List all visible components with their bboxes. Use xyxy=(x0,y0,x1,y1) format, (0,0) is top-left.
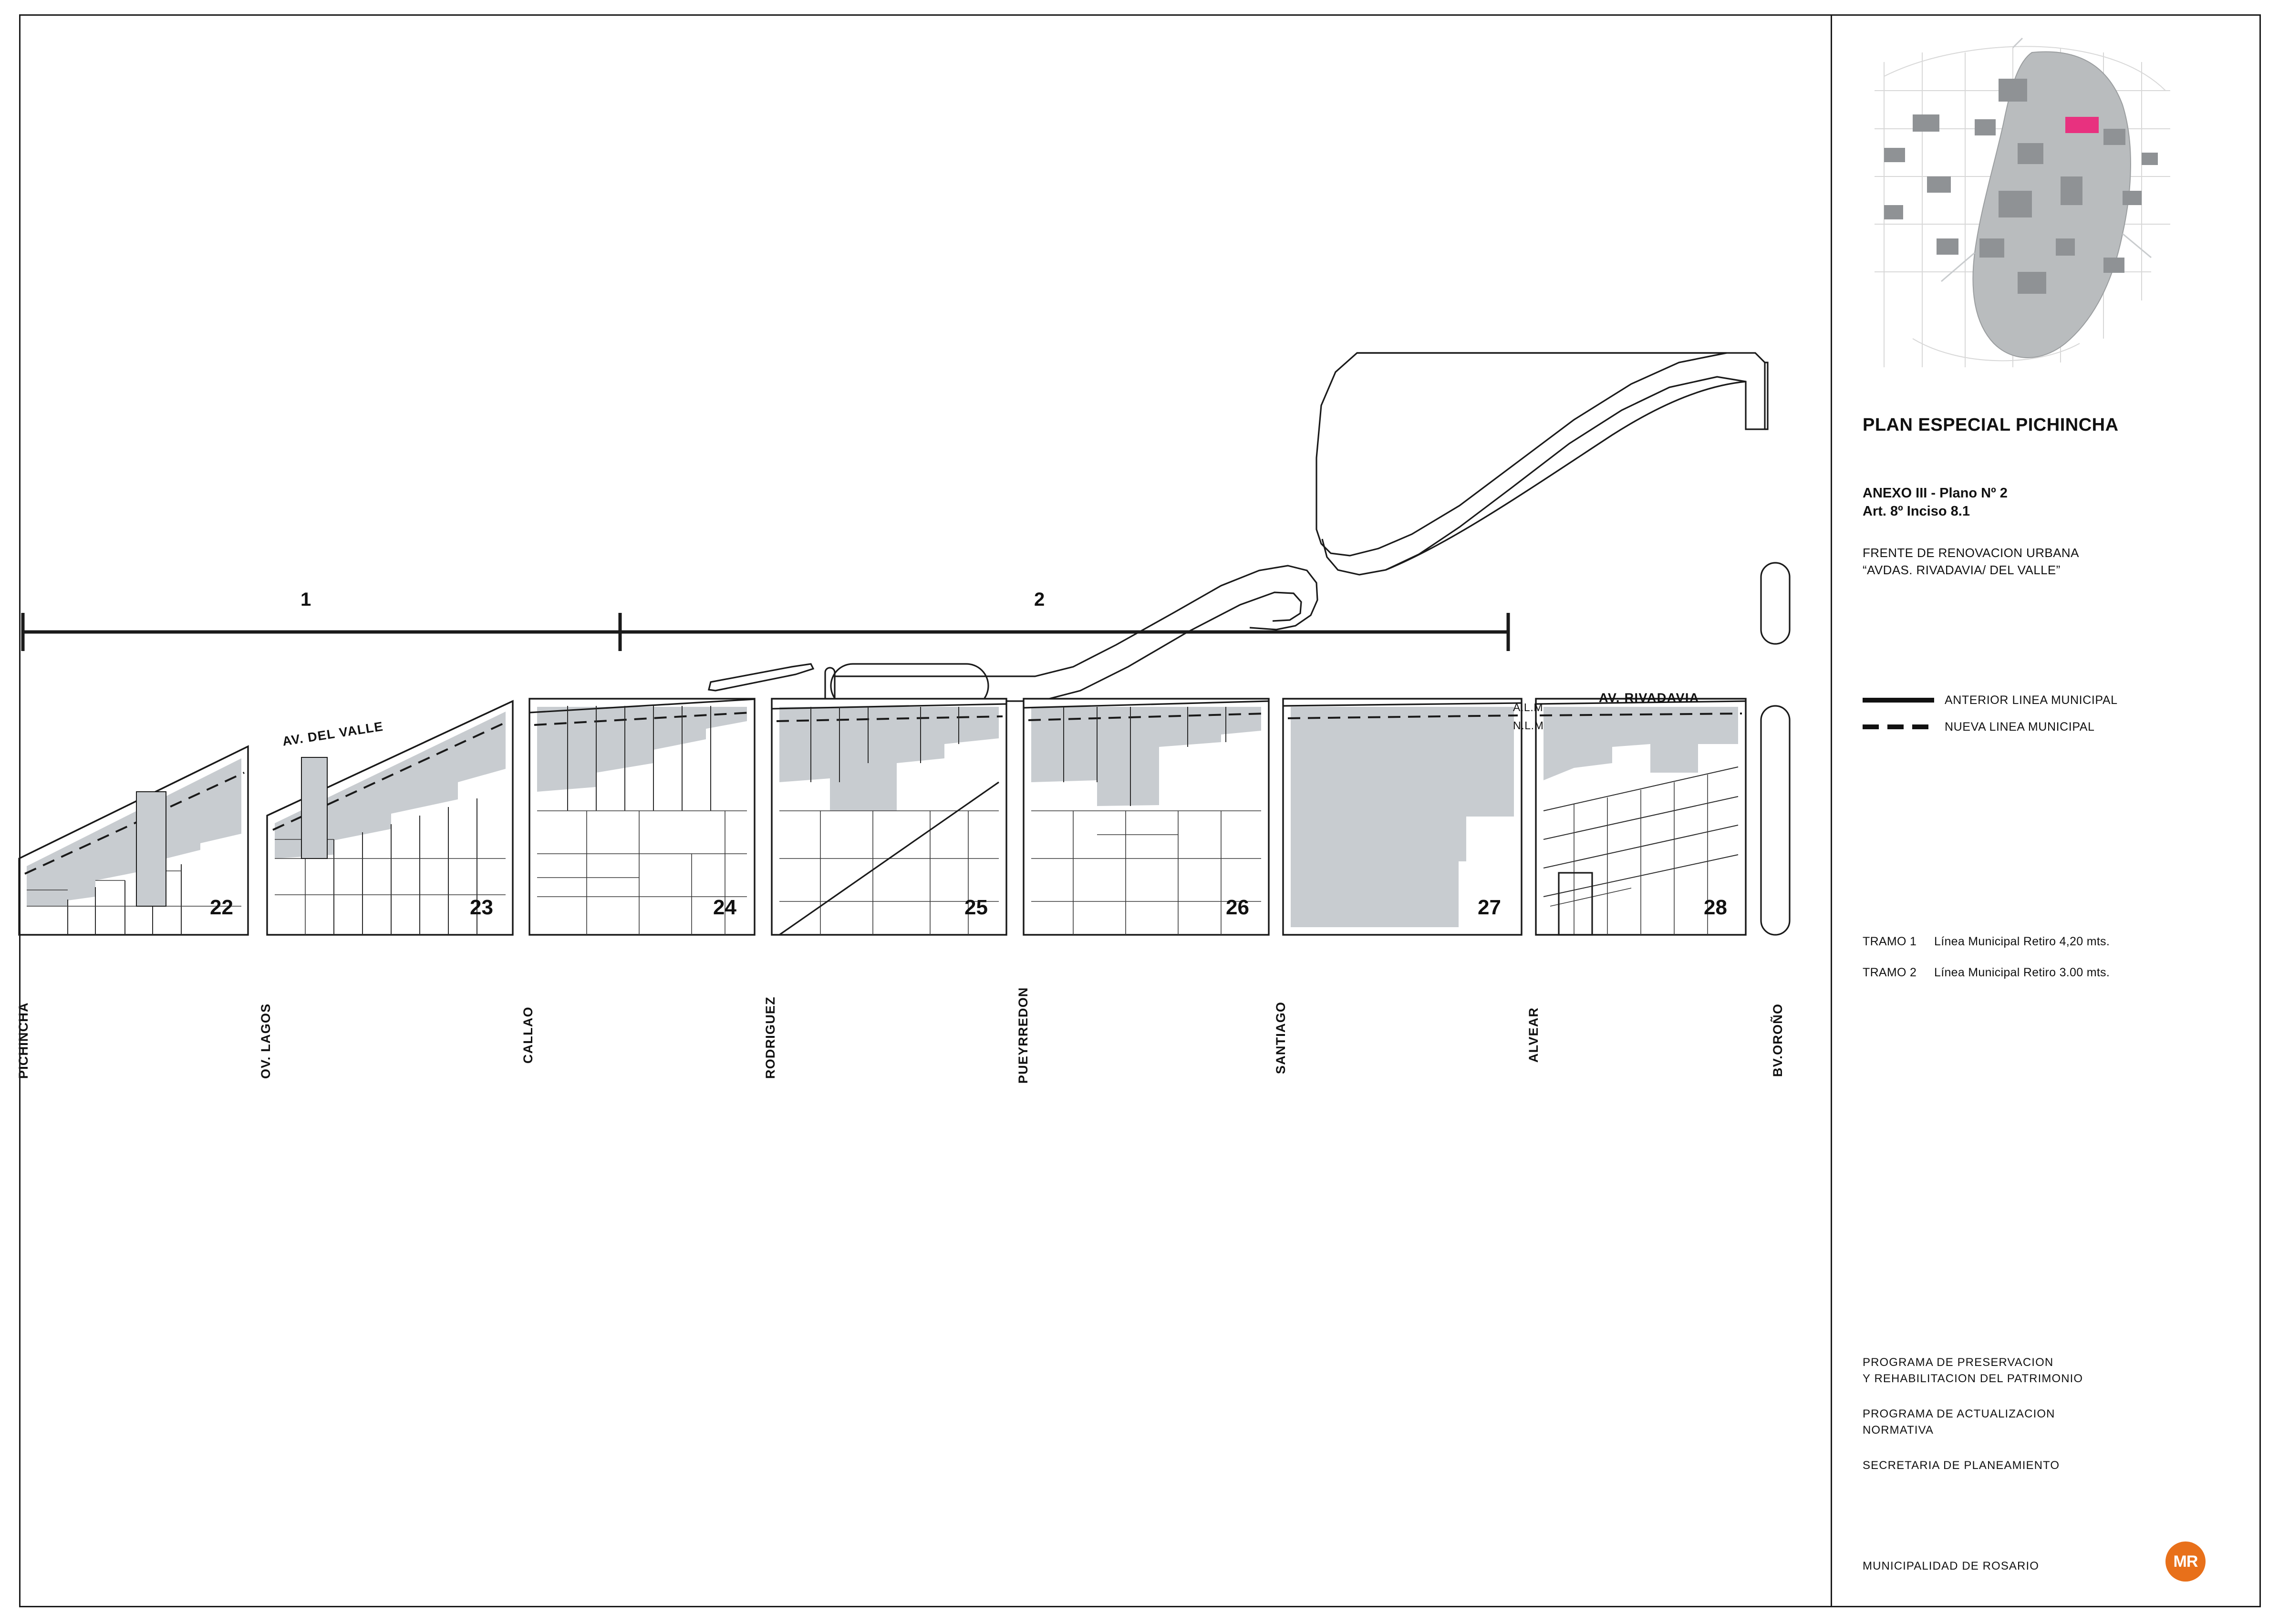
program-preservacion-line-2: Y REHABILITACION DEL PATRIMONIO xyxy=(1863,1372,2083,1386)
tramo-2-text: Línea Municipal Retiro 3.00 mts. xyxy=(1934,966,2110,979)
cross-street-bv-orono: BV.OROÑO xyxy=(1771,1003,1785,1077)
tramo-2-name: TRAMO 2 xyxy=(1863,966,1917,979)
legend-item-anterior xyxy=(1863,687,2244,714)
page-title: PLAN ESPECIAL PICHINCHA xyxy=(1863,415,2119,435)
block-number-28: 28 xyxy=(1704,896,1727,919)
block-number-22: 22 xyxy=(210,896,233,919)
block-number-23: 23 xyxy=(470,896,493,919)
tramo-1-name: TRAMO 1 xyxy=(1863,935,1917,948)
anexo-line-1: ANEXO III - Plano Nº 2 xyxy=(1863,486,2008,501)
locator-map-svg xyxy=(1855,33,2189,382)
tramo-1-bar-label: 1 xyxy=(300,589,311,610)
program-actualizacion-line-2: NORMATIVA xyxy=(1863,1424,1934,1437)
avenue-label-rivadavia: AV. RIVADAVIA xyxy=(1599,691,1699,705)
secretaria-line-1: SECRETARIA DE PLANEAMIENTO xyxy=(1863,1459,2060,1472)
block-number-25: 25 xyxy=(964,896,988,919)
legend-label-nueva: NUEVA LINEA MUNICIPAL xyxy=(1945,720,2095,734)
block-number-24: 24 xyxy=(713,896,736,919)
block-number-27: 27 xyxy=(1478,896,1501,919)
cross-street-santiago: SANTIAGO xyxy=(1274,1001,1288,1074)
cross-street-callao: CALLAO xyxy=(521,1006,535,1064)
cross-street-ov-lagos: OV. LAGOS xyxy=(259,1003,273,1079)
program-preservacion xyxy=(1863,1355,2258,1387)
nlm-label: N.L.M xyxy=(1513,719,1544,732)
secretaria-planeamiento xyxy=(1863,1458,2258,1474)
locator-map xyxy=(1855,33,2189,382)
program-actualizacion-line-1: PROGRAMA DE ACTUALIZACION xyxy=(1863,1407,2055,1421)
subject-line-1: FRENTE DE RENOVACION URBANA xyxy=(1863,546,2079,560)
tramo-2-bar-label: 2 xyxy=(1034,589,1045,610)
alm-label: A.L.M xyxy=(1513,701,1544,714)
avenue-label-del-valle: AV. DEL VALLE xyxy=(281,719,384,749)
subject-line-2: “AVDAS. RIVADAVIA/ DEL VALLE” xyxy=(1863,562,2061,577)
tramo-1-text: Línea Municipal Retiro 4,20 mts. xyxy=(1934,935,2110,948)
tramo-row-1 xyxy=(1863,935,2258,949)
subject-info xyxy=(1863,545,2258,579)
block-number-26: 26 xyxy=(1226,896,1249,919)
municipality-label: MUNICIPALIDAD DE ROSARIO xyxy=(1863,1560,2040,1572)
cross-street-pueyrredon: PUEYRREDON xyxy=(1016,987,1030,1084)
program-preservacion-line-1: PROGRAMA DE PRESERVACION xyxy=(1863,1356,2054,1369)
anexo-info xyxy=(1863,484,2244,521)
tramo-notes xyxy=(1863,935,2258,997)
legend-item-nueva xyxy=(1863,714,2244,740)
title-block-divider xyxy=(1831,14,1832,1607)
tramo-row-2 xyxy=(1863,966,2258,980)
program-actualizacion xyxy=(1863,1406,2258,1438)
program-credits xyxy=(1863,1355,2258,1493)
legend-label-anterior: ANTERIOR LINEA MUNICIPAL xyxy=(1945,693,2118,707)
cross-street-rodriguez: RODRIGUEZ xyxy=(763,996,777,1079)
cross-street-alvear: ALVEAR xyxy=(1526,1007,1541,1063)
legend xyxy=(1863,687,2244,740)
anexo-line-2: Art. 8º Inciso 8.1 xyxy=(1863,504,1970,519)
cross-street-pichincha: PICHINCHA xyxy=(16,1002,31,1079)
municipality-logo-icon: MR xyxy=(2165,1541,2206,1582)
